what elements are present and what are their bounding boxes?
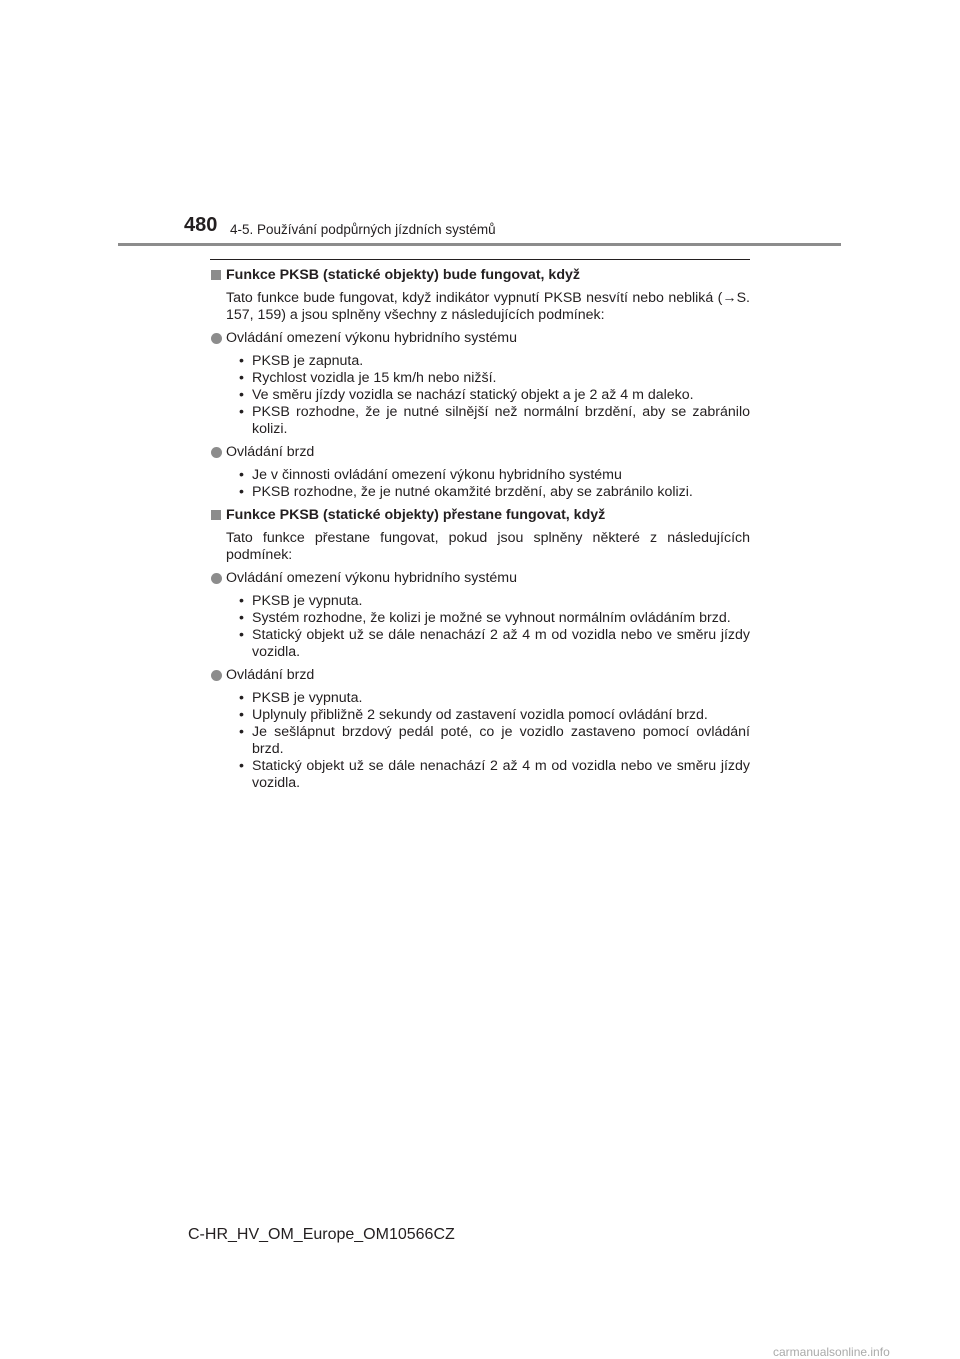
bullet-list [210, 353, 750, 438]
list-item: • Je v činnosti ovládání omezení výkonu hybridního systému [239, 467, 622, 483]
list-item: • Rychlost vozidla je 15 km/h nebo nižší. [239, 370, 497, 386]
header-rule [118, 243, 841, 246]
section-heading: Funkce PKSB (statické objekty) bude fungovat, když [210, 267, 750, 284]
square-bullet-icon [211, 270, 221, 280]
watermark: carmanualsonline.info [773, 1345, 890, 1359]
sub-heading: Ovládání omezení výkonu hybridního systému [210, 330, 750, 347]
sub-heading: Ovládání brzd [210, 667, 750, 684]
list-item: • PKSB je zapnuta. [239, 353, 364, 369]
page-number: 480 [184, 214, 218, 236]
section-rule [210, 259, 750, 260]
list-item: • Je sešlápnut brzdový pedál poté, co je vozidlo zastaveno pomocí ovládání brzd. [239, 724, 750, 757]
list-item: • Uplynuly přibližně 2 sekundy od zastavení vozidla pomocí ovládání brzd. [239, 707, 708, 723]
list-item: • Ve směru jízdy vozidla se nachází statický objekt a je 2 až 4 m daleko. [239, 387, 694, 403]
bullet-list [210, 593, 750, 661]
page-content [210, 259, 750, 798]
bullet-list [210, 467, 750, 501]
list-item: • Systém rozhodne, že kolizi je možné se vyhnout normálním ovládáním brzd. [239, 610, 731, 626]
bullet-list [210, 690, 750, 792]
circle-bullet-icon [211, 333, 222, 344]
circle-bullet-icon [211, 573, 222, 584]
list-item: • PKSB rozhodne, že je nutné silnější než normální brzdění, aby se zabránilo kolizi. [239, 404, 750, 437]
section-heading: Funkce PKSB (statické objekty) přestane fungovat, když [210, 507, 750, 524]
chapter-title: 4-5. Používání podpůrných jízdních systémů [230, 222, 496, 237]
square-bullet-icon [211, 510, 221, 520]
document-code: C-HR_HV_OM_Europe_OM10566CZ [188, 1226, 455, 1243]
sub-heading: Ovládání omezení výkonu hybridního systému [210, 570, 750, 587]
section-intro: Tato funkce přestane fungovat, pokud jsou splněny některé z následujících podmínek: [226, 530, 750, 563]
list-item: • Statický objekt už se dále nenachází 2 až 4 m od vozidla nebo ve směru jízdy vozidla. [239, 627, 750, 660]
sub-heading: Ovládání brzd [210, 444, 750, 461]
list-item: • PKSB rozhodne, že je nutné okamžité brzdění, aby se zabránilo kolizi. [239, 484, 693, 500]
circle-bullet-icon [211, 447, 222, 458]
circle-bullet-icon [211, 670, 222, 681]
list-item: • Statický objekt už se dále nenachází 2 až 4 m od vozidla nebo ve směru jízdy vozidla. [239, 758, 750, 791]
list-item: • PKSB je vypnuta. [239, 593, 363, 609]
section-intro: Tato funkce bude fungovat, když indikátor vypnutí PKSB nesvítí nebo nebliká (→S. 157, 159) a jsou splněny všechny z následujících podmínek: [226, 290, 750, 323]
list-item: • PKSB je vypnuta. [239, 690, 363, 706]
